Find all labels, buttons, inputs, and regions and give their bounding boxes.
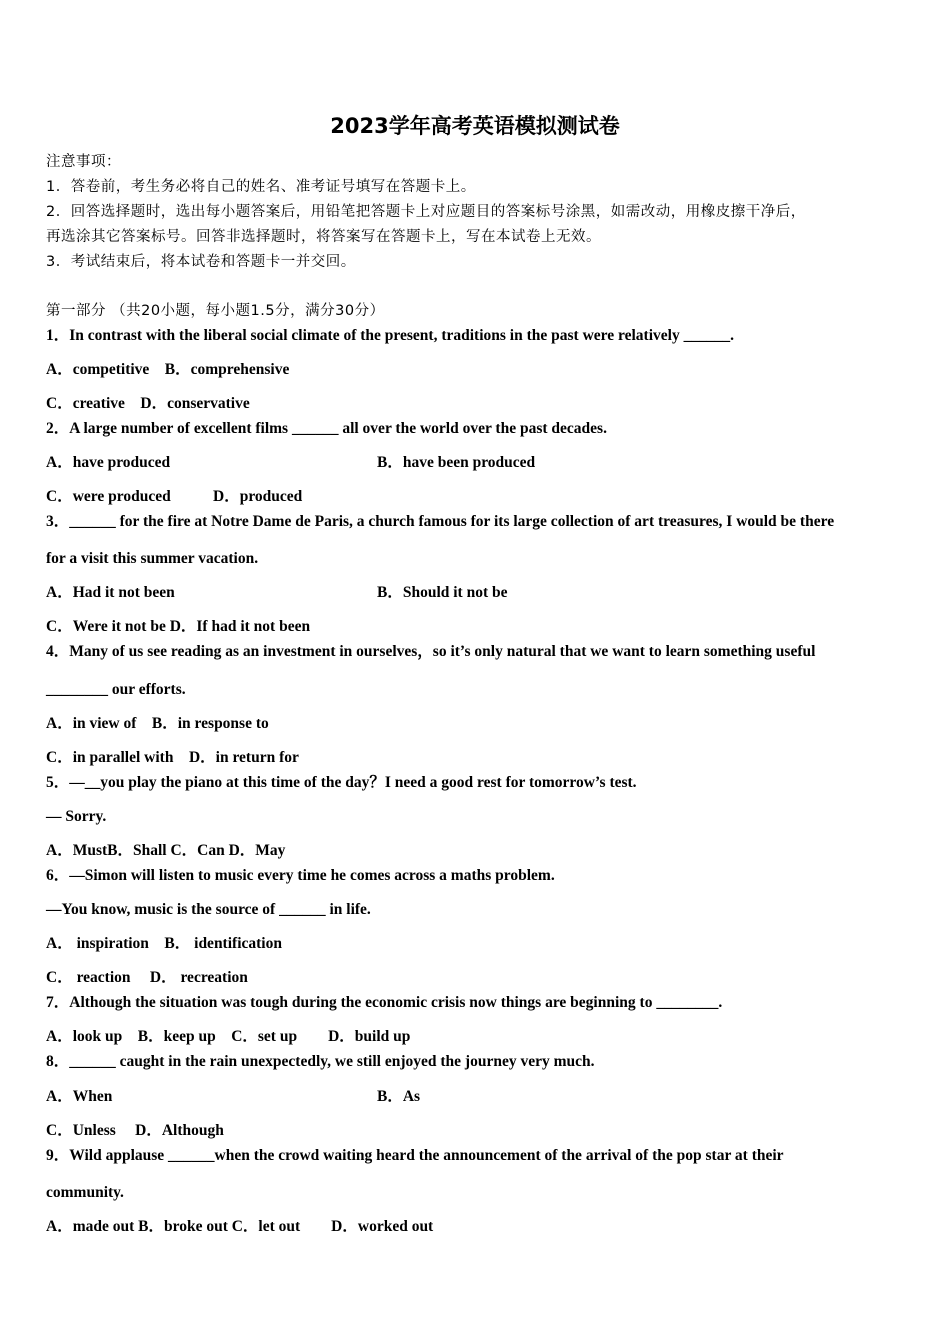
option-line: C．in parallel with D．in return for <box>46 749 299 766</box>
option-line: C．Were it not be D．If had it not been <box>46 618 311 635</box>
question-stem: 8．______ caught in the rain unexpectedly, we still enjoyed the journey very much. <box>46 1053 595 1070</box>
question-stem: community. <box>46 1184 124 1201</box>
option-line: A．competitive B．comprehensive <box>46 361 290 378</box>
notice-heading: 注意事项： <box>46 154 121 170</box>
question-stem: 7．Although the situation was tough during the economic crisis now things are beginning to ________. <box>46 994 723 1011</box>
option-b: B．As <box>377 1088 421 1105</box>
option-line: A．MustB．Shall C．Can D．May <box>46 842 286 859</box>
option-line: C． reaction D． recreation <box>46 969 248 986</box>
option-line: A．in view of B．in response to <box>46 715 269 732</box>
question-stem: for a visit this summer vacation. <box>46 550 259 567</box>
section-heading: 第一部分 （共20小题，每小题1.5分，满分30分） <box>46 303 385 319</box>
option-line: C．creative D．conservative <box>46 395 250 412</box>
option-b: B．have been produced <box>377 454 536 471</box>
option-line: A． inspiration B． identification <box>46 935 282 952</box>
option-line: A．look up B．keep up C．set up D．build up <box>46 1028 411 1045</box>
question-stem: 9．Wild applause ______when the crowd waiting heard the announcement of the arrival of the pop star at their <box>46 1147 784 1164</box>
question-stem: 6．—Simon will listen to music every time he comes across a maths problem. <box>46 867 555 884</box>
notice-line: 2．回答选择题时，选出每小题答案后，用铅笔把答题卡上对应题目的答案标号涂黑，如需改动，用橡皮擦干净后， <box>46 204 806 220</box>
question-stem: — Sorry. <box>46 808 107 825</box>
page-title: 2023学年高考英语模拟测试卷 <box>330 114 620 138</box>
notice-line: 1．答卷前，考生务必将自己的姓名、准考证号填写在答题卡上。 <box>46 179 476 195</box>
question-stem: 2．A large number of excellent films ______ all over the world over the past decades. <box>46 420 607 437</box>
question-stem: 4．Many of us see reading as an investment in ourselves，so it’s only natural that we want to learn something useful <box>46 643 816 660</box>
question-stem: —You know, music is the source of ______ in life. <box>46 901 371 918</box>
option-a: A．Had it not been <box>46 584 175 601</box>
notice-line: 再选涂其它答案标号。回答非选择题时，将答案写在答题卡上，写在本试卷上无效。 <box>46 229 601 245</box>
option-a: A．When <box>46 1088 113 1105</box>
option-a: A．have produced <box>46 454 171 471</box>
option-line: A．made out B．broke out C．let out D．worked out <box>46 1218 434 1235</box>
option-line: C．Unless D．Although <box>46 1122 224 1139</box>
question-stem: 5．—__you play the piano at this time of the day？I need a good rest for tomorrow’s test. <box>46 774 637 791</box>
option-c: C．were produced <box>46 488 171 505</box>
option-b: B．Should it not be <box>377 584 508 601</box>
option-d: D．produced <box>213 488 303 505</box>
question-stem: ________ our efforts. <box>46 681 186 698</box>
question-stem: 1．In contrast with the liberal social climate of the present, traditions in the past were relatively ______. <box>46 327 734 344</box>
notice-line: 3．考试结束后，将本试卷和答题卡一并交回。 <box>46 254 356 270</box>
question-stem: 3．______ for the fire at Notre Dame de Paris, a church famous for its large collection of art treasures, I would be there <box>46 513 835 530</box>
